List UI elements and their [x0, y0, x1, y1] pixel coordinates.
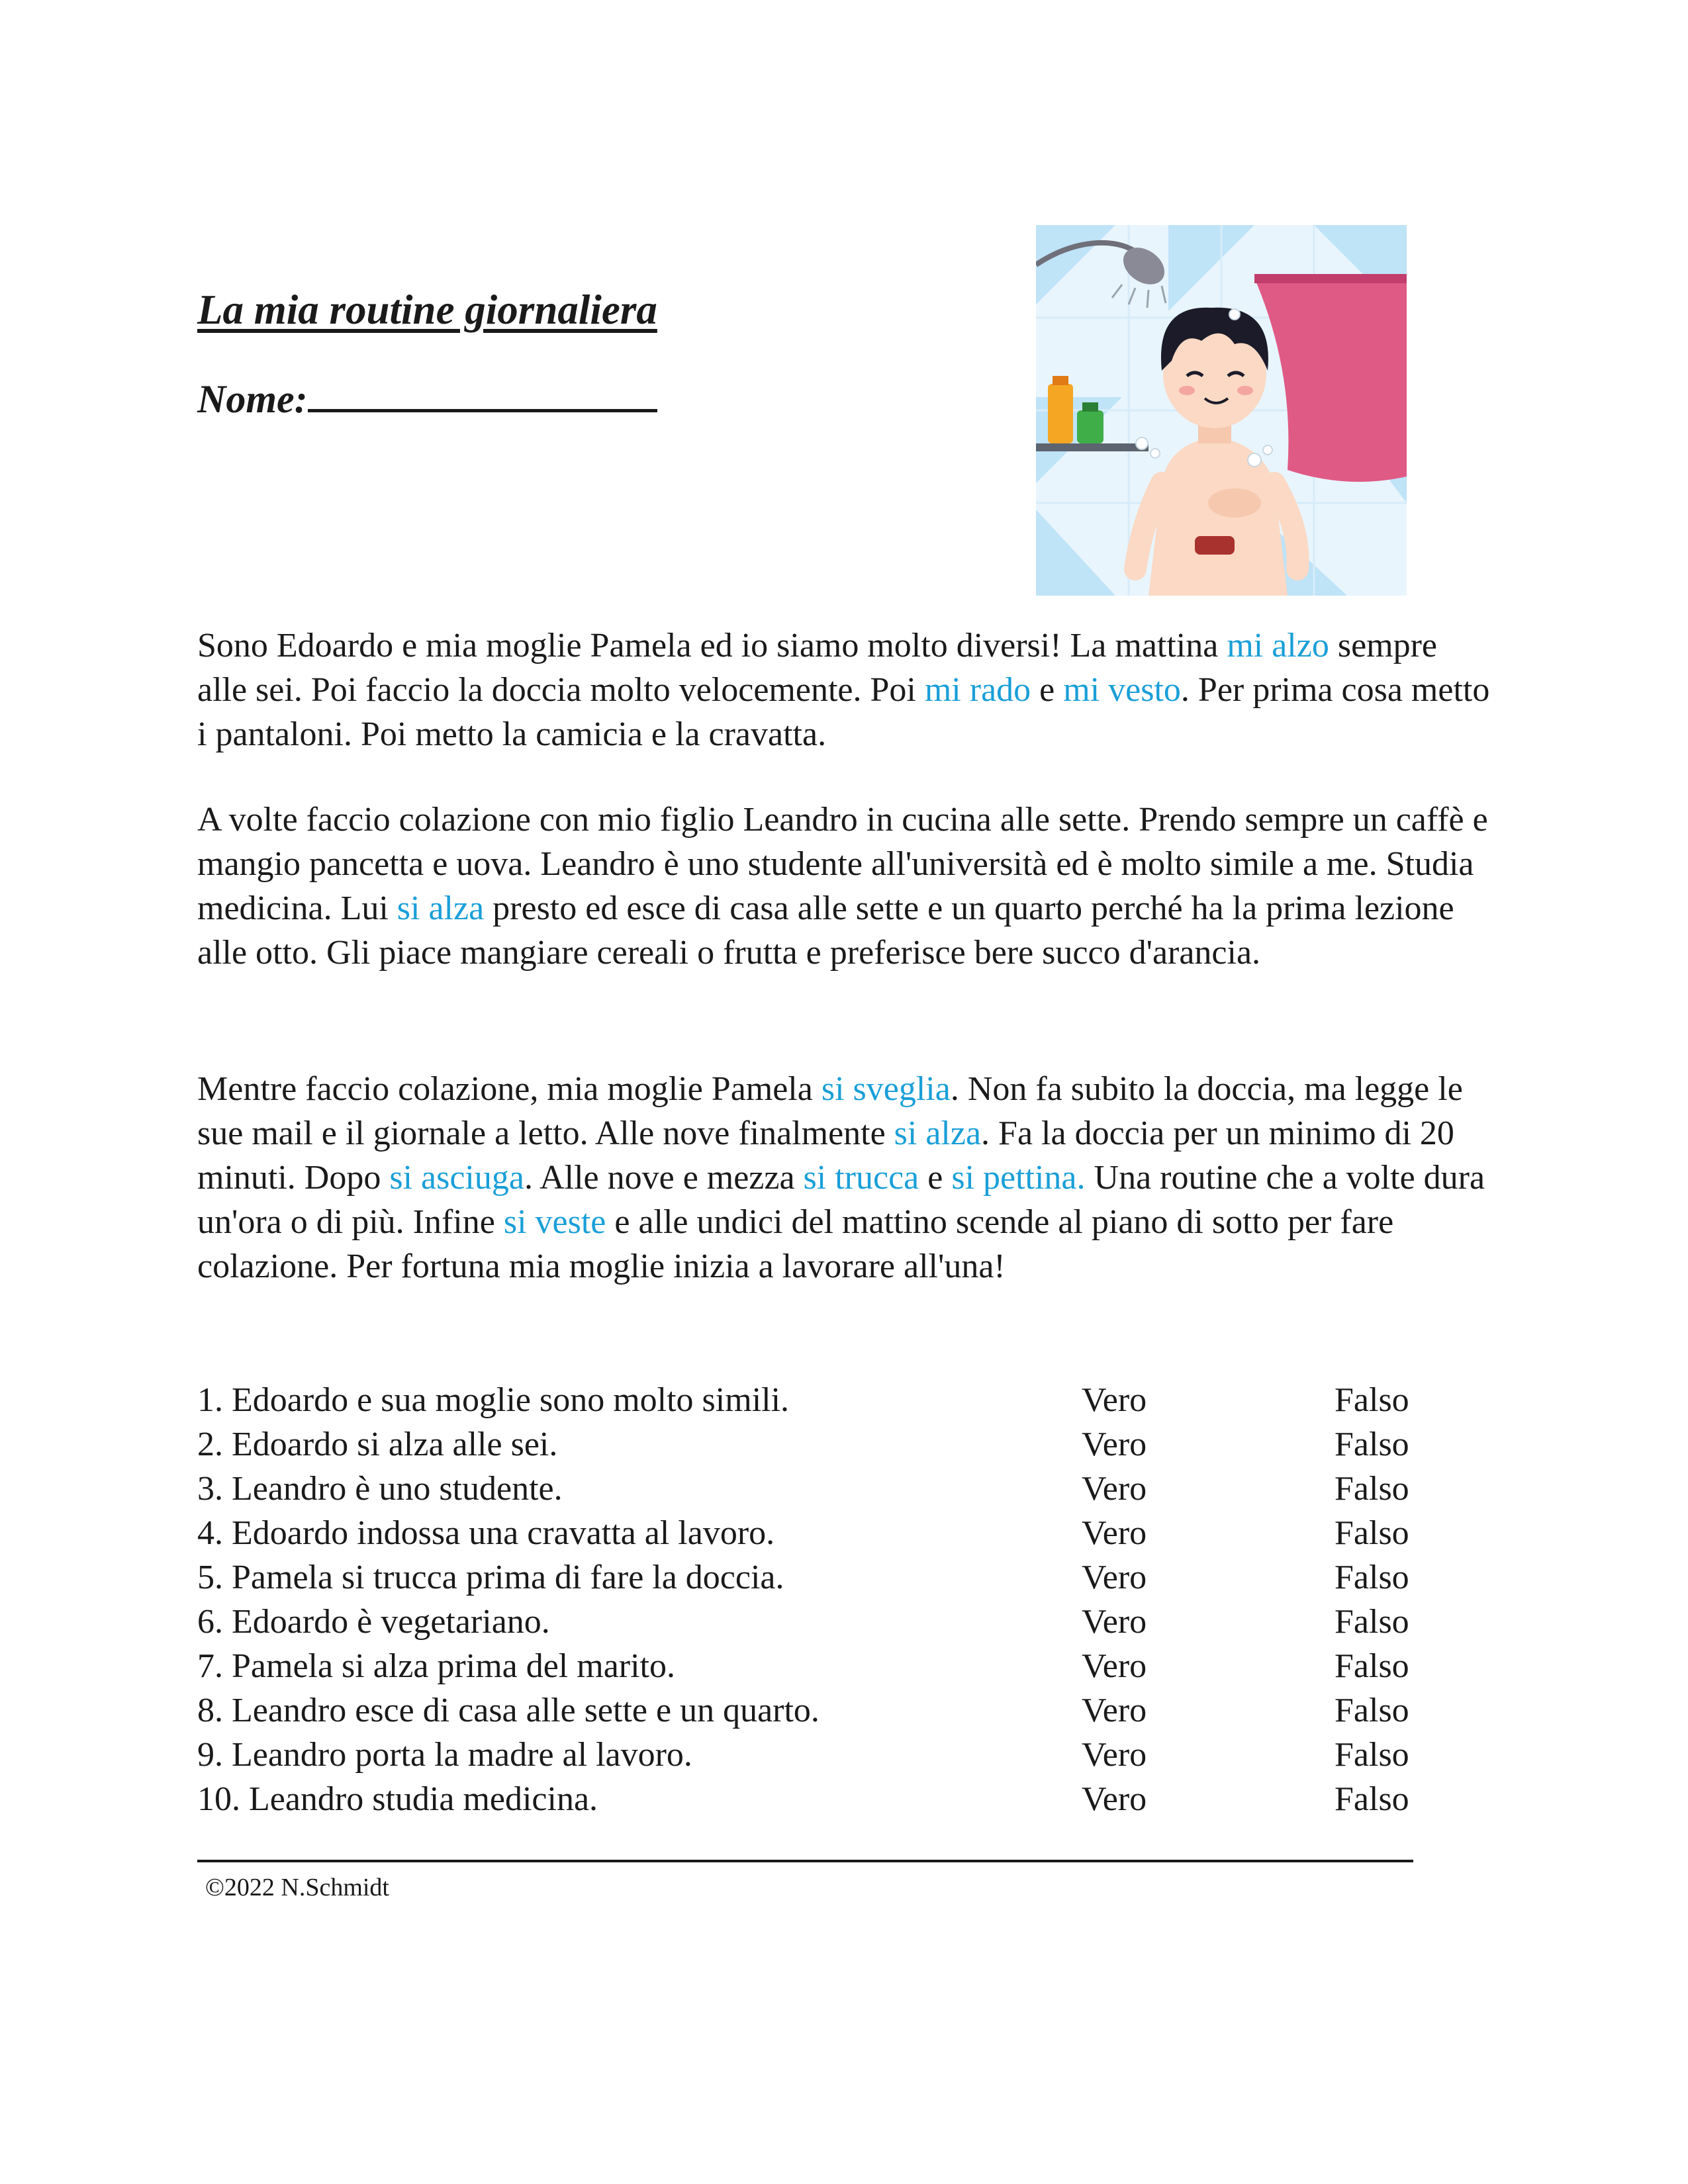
highlighted-verb: mi vesto	[1063, 671, 1181, 709]
highlighted-verb: si trucca	[803, 1159, 919, 1197]
vero-option[interactable]: Vero	[1082, 1692, 1147, 1729]
name-label: Nome:	[197, 377, 308, 421]
falso-option[interactable]: Falso	[1335, 1426, 1409, 1463]
question-row	[197, 1644, 1495, 1688]
falso-option[interactable]: Falso	[1335, 1470, 1409, 1508]
falso-option[interactable]: Falso	[1335, 1559, 1409, 1596]
vero-option[interactable]: Vero	[1082, 1514, 1147, 1552]
name-blank-line[interactable]	[308, 376, 657, 412]
question-row	[197, 1777, 1495, 1821]
falso-option[interactable]: Falso	[1335, 1736, 1409, 1774]
question-row	[197, 1467, 1495, 1511]
question-text: 8. Leandro esce di casa alle sette e un quarto.	[197, 1692, 820, 1729]
vero-option[interactable]: Vero	[1082, 1559, 1147, 1596]
question-row	[197, 1688, 1495, 1733]
vero-option[interactable]: Vero	[1082, 1426, 1147, 1463]
vero-option[interactable]: Vero	[1082, 1736, 1147, 1774]
highlighted-verb: si asciuga	[389, 1159, 524, 1197]
paragraph-3	[197, 1067, 1495, 1289]
question-text: 2. Edoardo si alza alle sei.	[197, 1426, 558, 1463]
paragraph-text: A volte faccio colazione con mio figlio Leandro in cucina alle sette. Prendo sempre un caffè e mangio pancetta e uova. Leandro è uno studente all'università ed è molto simile a me. Studia medicina. Lui	[197, 801, 1488, 927]
highlighted-verb: si sveglia	[821, 1070, 951, 1108]
footer-divider	[197, 1860, 1413, 1862]
paragraph-text: . Per prima cosa metto i pantaloni. Poi metto la camicia e la cravatta.	[197, 671, 1490, 753]
falso-option[interactable]: Falso	[1335, 1647, 1409, 1685]
question-row	[197, 1511, 1495, 1555]
highlighted-verb: si alza	[397, 889, 485, 927]
vero-option[interactable]: Vero	[1082, 1647, 1147, 1685]
paragraph-text: . Non fa subito la doccia, ma legge le sue mail e il giornale a letto. Alle nove finalmente	[197, 1070, 1463, 1152]
paragraph-text: . Alle nove e mezza	[524, 1159, 804, 1197]
paragraph-text: Una routine che a volte dura un'ora o di più. Infine	[197, 1159, 1485, 1241]
question-text: 3. Leandro è uno studente.	[197, 1470, 563, 1508]
paragraph-1	[197, 623, 1495, 756]
paragraph-text: Sono Edoardo e mia moglie Pamela ed io siamo molto diversi! La mattina	[197, 627, 1227, 664]
question-text: 7. Pamela si alza prima del marito.	[197, 1647, 675, 1685]
highlighted-verb: si alza	[894, 1115, 982, 1152]
falso-option[interactable]: Falso	[1335, 1514, 1409, 1552]
question-text: 4. Edoardo indossa una cravatta al lavoro.	[197, 1514, 775, 1552]
paragraph-text: . Fa la doccia per un minimo di 20 minuti. Dopo	[197, 1115, 1454, 1197]
name-field	[197, 376, 657, 422]
vero-option[interactable]: Vero	[1082, 1780, 1147, 1818]
question-row	[197, 1378, 1495, 1422]
vero-option[interactable]: Vero	[1082, 1470, 1147, 1508]
falso-option[interactable]: Falso	[1335, 1603, 1409, 1641]
question-row	[197, 1555, 1495, 1600]
highlighted-verb: mi alzo	[1227, 627, 1329, 664]
vero-option[interactable]: Vero	[1082, 1603, 1147, 1641]
vero-option[interactable]: Vero	[1082, 1381, 1147, 1419]
highlighted-verb: si pettina.	[951, 1159, 1086, 1197]
paragraph-text: presto ed esce di casa alle sette e un quarto perché ha la prima lezione alle otto. Gli piace mangiare cereali o frutta e preferisce bere succo d'arancia.	[197, 889, 1454, 972]
question-text: 6. Edoardo è vegetariano.	[197, 1603, 550, 1641]
question-text: 5. Pamela si trucca prima di fare la doccia.	[197, 1559, 784, 1596]
paragraph-text: sempre alle sei. Poi faccio la doccia molto velocemente. Poi	[197, 627, 1438, 709]
falso-option[interactable]: Falso	[1335, 1381, 1409, 1419]
highlighted-verb: mi rado	[924, 671, 1031, 709]
worksheet-title: La mia routine giornaliera	[197, 287, 657, 333]
falso-option[interactable]: Falso	[1335, 1780, 1409, 1818]
paragraph-text: e	[919, 1159, 952, 1197]
question-text: 9. Leandro porta la madre al lavoro.	[197, 1736, 692, 1774]
falso-option[interactable]: Falso	[1335, 1692, 1409, 1729]
paragraph-text: e	[1031, 671, 1064, 709]
paragraph-2	[197, 797, 1495, 975]
question-row	[197, 1600, 1495, 1644]
true-false-questions	[197, 1378, 1495, 1821]
question-row	[197, 1422, 1495, 1467]
question-text: 1. Edoardo e sua moglie sono molto simili.	[197, 1381, 790, 1419]
question-row	[197, 1733, 1495, 1777]
highlighted-verb: si veste	[503, 1203, 606, 1241]
paragraph-text: e alle undici del mattino scende al piano di sotto per fare colazione. Per fortuna mia moglie inizia a lavorare all'una!	[197, 1203, 1394, 1285]
copyright-text: ©2022 N.Schmidt	[205, 1874, 389, 1901]
paragraph-text: Mentre faccio colazione, mia moglie Pamela	[197, 1070, 821, 1108]
boy-showering-illustration	[1036, 225, 1407, 596]
question-text: 10. Leandro studia medicina.	[197, 1780, 598, 1818]
